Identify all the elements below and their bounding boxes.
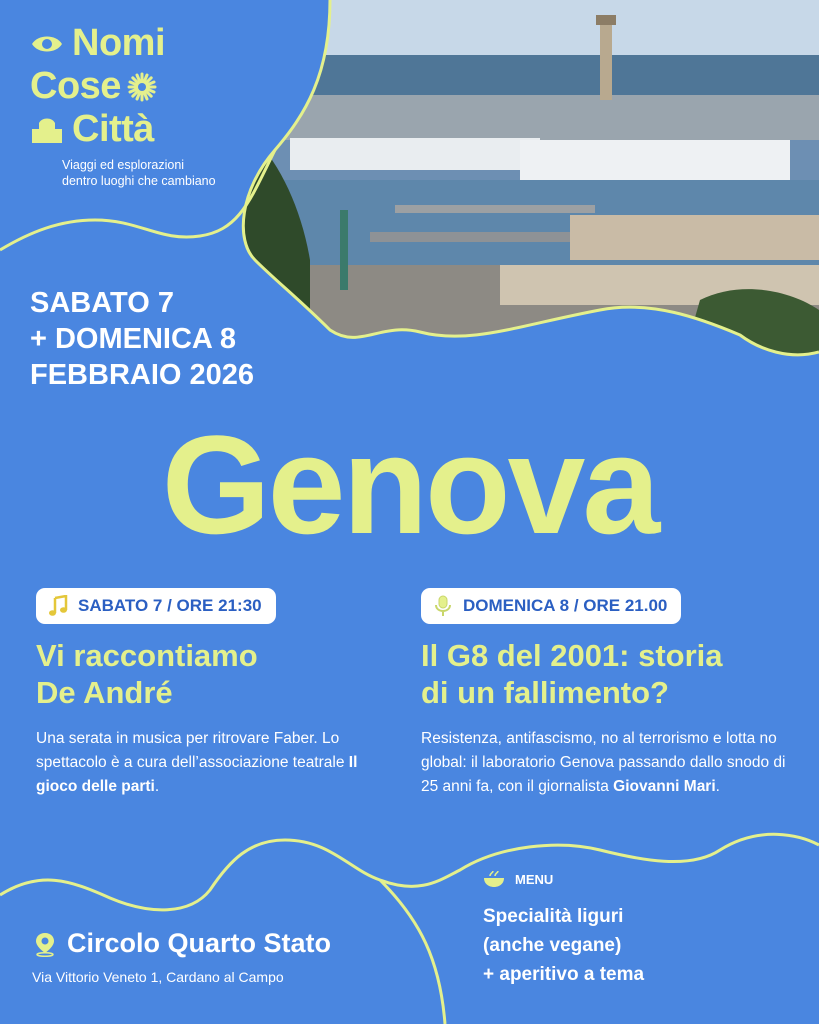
venue-address: Via Vittorio Veneto 1, Cardano al Campo	[32, 969, 284, 985]
event-sunday	[421, 588, 791, 799]
sun-burst-icon	[127, 72, 157, 102]
city-title: Genova	[161, 406, 658, 563]
brand-line-1: Nomi	[30, 22, 230, 65]
menu-info	[483, 870, 783, 989]
event-description: Una serata in musica per ritrovare Faber. Lo spettacolo è a cura dell’associazione teatrale Il gioco delle parti.	[36, 730, 358, 795]
event-description: Resistenza, antifascismo, no al terrorismo e lotta no global: il laboratorio Genova passando dallo snodo di 25 anni fa, con il giornalista Giovanni Mari.	[421, 730, 786, 795]
event-title: Vi raccontiamo De André	[36, 638, 258, 710]
venue	[32, 928, 331, 985]
brand-line-3: Città	[30, 108, 230, 151]
bowl-icon	[483, 870, 505, 888]
microphone-icon	[433, 595, 453, 617]
eye-icon	[30, 32, 64, 56]
event-badge: SABATO 7 / ORE 21:30	[36, 588, 276, 624]
brand-line-2: Cose	[30, 65, 230, 108]
venue-name: Circolo Quarto Stato	[32, 928, 331, 959]
music-note-icon	[48, 595, 68, 617]
event-title: Il G8 del 2001: storia di un fallimento?	[421, 638, 723, 710]
brand-logo	[30, 22, 230, 151]
brand-tagline: Viaggi ed esplorazioni dentro luoghi che cambiano	[62, 158, 216, 188]
house-icon	[30, 115, 64, 145]
event-dates: SABATO 7 + DOMENICA 8 FEBBRAIO 2026	[30, 287, 255, 391]
menu-description: Specialità liguri (anche vegane) + aperitivo a tema	[483, 906, 645, 985]
menu-heading: MENU	[483, 870, 783, 888]
event-saturday	[36, 588, 376, 799]
location-pin-icon	[32, 931, 58, 957]
event-badge: DOMENICA 8 / ORE 21.00	[421, 588, 681, 624]
